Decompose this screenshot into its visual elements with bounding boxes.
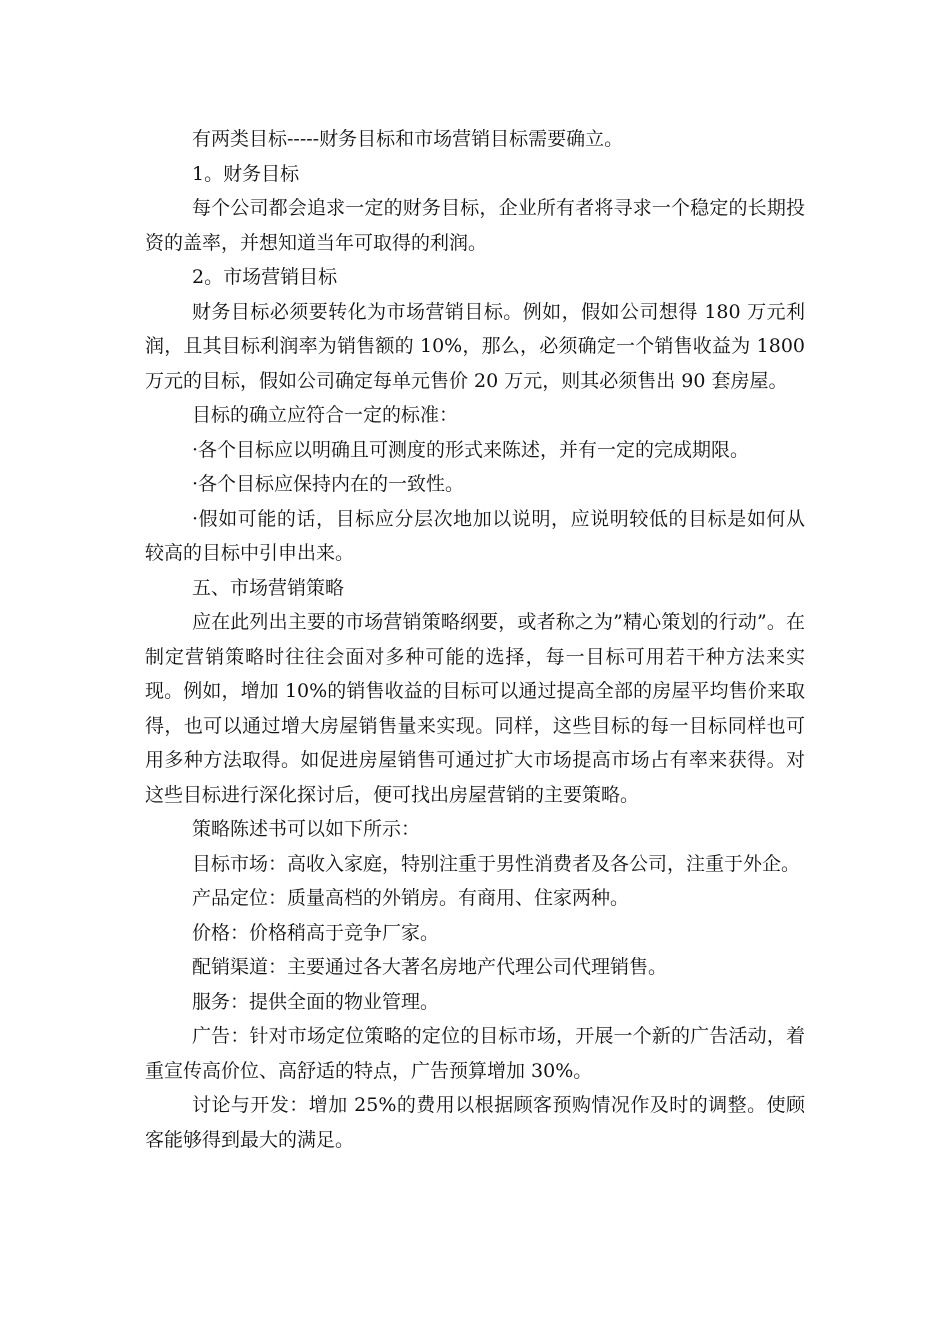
strategy-statement-intro: 策略陈述书可以如下所示：: [192, 818, 421, 840]
intro-paragraph: 有两类目标-----财务目标和市场营销目标需要确立。: [192, 128, 624, 150]
criteria-bullet-3: ·假如可能的话，目标应分层次地加以说明，应说明较低的目标是如何从较高的目标中引申出来。: [145, 507, 805, 564]
section-heading-marketing-goals: 2。市场营销目标: [192, 266, 338, 288]
strategy-research-development: 讨论与开发：增加 25%的费用以根据顾客预购情况作及时的调整。使顾客能够得到最大的满足。: [145, 1094, 805, 1151]
criteria-bullet-2: ·各个目标应保持内在的一致性。: [192, 473, 465, 495]
marketing-strategy-paragraph: 应在此列出主要的市场营销策略纲要，或者称之为”精心策划的行动”。在制定营销策略时往往会面对多种可能的选择，每一目标可用若干种方法来实现。例如，增加 10%的销售收益的目标可以通过提高全部的房屋平均售价来取得，也可以通过增大房屋销售量来实现。同样，这些目标的每一目标同样也可用多种方法取得。如促进房屋销售可通过扩大市场提高市场占有率来获得。对这些目标进行深化探讨后，便可找出房屋营销的主要策略。: [145, 611, 805, 806]
strategy-product-positioning: 产品定位：质量高档的外销房。有商用、住家两种。: [192, 887, 630, 909]
strategy-price: 价格：价格稍高于竞争厂家。: [192, 921, 440, 944]
section-heading-marketing-strategy: 五、市场营销策略: [192, 576, 345, 599]
strategy-distribution-channel: 配销渠道：主要通过各大著名房地产代理公司代理销售。: [192, 956, 668, 978]
document-page: [145, 122, 805, 1157]
marketing-goals-paragraph: 财务目标必须要转化为市场营销目标。例如，假如公司想得 180 万元利润，且其目标利润率为销售额的 10%，那么，必须确定一个销售收益为 1800 万元的目标，假如公司确定每单元售价 20 万元，则其必须售出 90 套房屋。: [145, 300, 805, 392]
financial-goals-paragraph: 每个公司都会追求一定的财务目标，企业所有者将寻求一个稳定的长期投资的盖率，并想知道当年可取得的利润。: [145, 197, 805, 254]
criteria-intro-paragraph: 目标的确立应符合一定的标准：: [192, 404, 459, 426]
section-heading-financial-goals: 1。财务目标: [192, 162, 300, 185]
strategy-advertising: 广告：针对市场定位策略的定位的目标市场，开展一个新的广告活动，着重宣传高价位、高舒适的特点，广告预算增加 30%。: [145, 1025, 805, 1082]
strategy-service: 服务：提供全面的物业管理。: [192, 990, 440, 1013]
criteria-bullet-1: ·各个目标应以明确且可测度的形式来陈述，并有一定的完成期限。: [192, 438, 750, 461]
strategy-target-market: 目标市场：高收入家庭，特别注重于男性消费者及各公司，注重于外企。: [192, 852, 801, 875]
